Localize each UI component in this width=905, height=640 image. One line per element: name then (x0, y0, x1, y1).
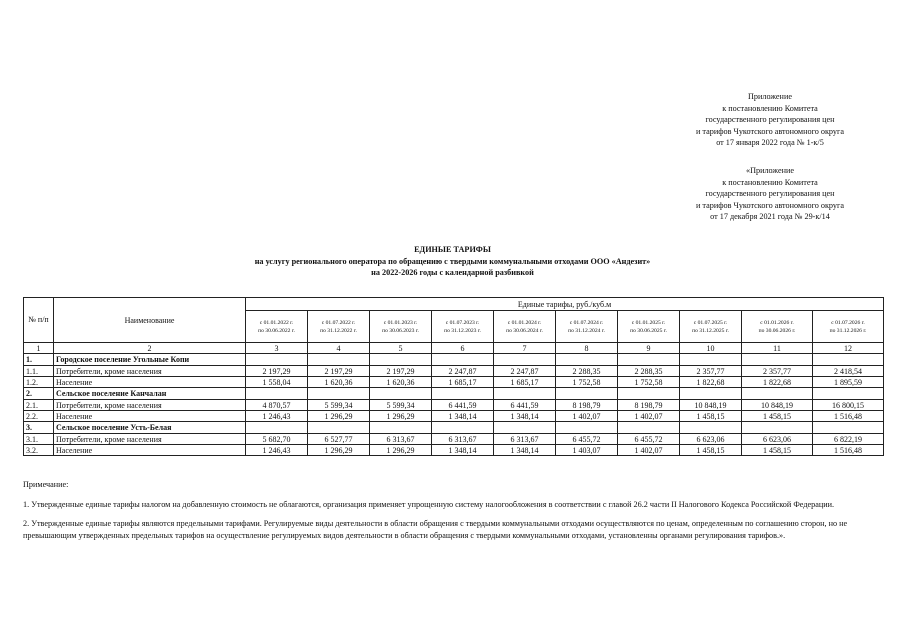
tariff-value: 1 822,68 (680, 377, 742, 388)
column-number: 3 (246, 343, 308, 354)
period-header (308, 311, 370, 343)
row-number: 2.2. (24, 411, 54, 422)
empty-cell (370, 422, 432, 434)
column-number: 7 (494, 343, 556, 354)
tariff-value: 5 599,34 (370, 400, 432, 411)
empty-cell (813, 354, 884, 366)
tariff-value: 6 441,59 (432, 400, 494, 411)
header-name: Наименование (54, 298, 246, 343)
column-number: 8 (556, 343, 618, 354)
appendix-line: Приложение (748, 92, 792, 101)
tariffs-table (23, 297, 884, 456)
tariff-value: 5 682,70 (246, 434, 308, 445)
row-number: 3.1. (24, 434, 54, 445)
section-name: Сельское поселение Усть-Белая (54, 422, 246, 434)
column-number: 5 (370, 343, 432, 354)
tariff-value: 1 246,43 (246, 445, 308, 456)
row-name: Потребители, кроме населения (54, 400, 246, 411)
tariff-value: 2 247,87 (494, 366, 556, 377)
period-from: с 01.07.2022 г. (321, 319, 356, 326)
period-to: по 30.06.2023 г. (382, 327, 419, 334)
tariff-value: 6 822,19 (813, 434, 884, 445)
appendix-line: к постановлению Комитета (722, 177, 818, 187)
appendix-line: от 17 декабря 2021 года № 29-к/14 (710, 212, 830, 221)
section-name: Сельское поселение Канчалан (54, 388, 246, 400)
appendix-line: «Приложение (745, 166, 795, 175)
period-from: с 01.01.2022 г. (259, 319, 294, 326)
period-header (813, 311, 884, 343)
empty-cell (246, 388, 308, 400)
tariff-value: 1 296,29 (370, 445, 432, 456)
row-number: 1.2. (24, 377, 54, 388)
appendix-line: и тарифов Чукотского автономного округа (695, 126, 845, 136)
tariff-value: 1 895,59 (813, 377, 884, 388)
document-title (0, 244, 905, 279)
table-row (24, 400, 884, 411)
empty-cell (742, 422, 813, 434)
title-line-2: на услугу регионального оператора по обращению с твердыми коммунальными отходами ООО «Андезит» (254, 256, 651, 266)
tariff-value: 1 246,43 (246, 411, 308, 422)
row-number: 3.2. (24, 445, 54, 456)
period-from: с 01.01.2023 г. (383, 319, 418, 326)
empty-cell (246, 422, 308, 434)
section-name: Городское поселение Угольные Копи (54, 354, 246, 366)
section-row (24, 422, 884, 434)
column-number: 12 (813, 343, 884, 354)
empty-cell (813, 388, 884, 400)
empty-cell (246, 354, 308, 366)
tariff-value: 2 357,77 (680, 366, 742, 377)
period-header (494, 311, 556, 343)
table-row (24, 445, 884, 456)
appendix-line: к постановлению Комитета (722, 103, 818, 113)
period-header (370, 311, 432, 343)
tariff-value: 2 247,87 (432, 366, 494, 377)
tariff-value: 1 403,07 (556, 445, 618, 456)
empty-cell (680, 422, 742, 434)
tariff-value: 1 620,36 (370, 377, 432, 388)
column-number: 6 (432, 343, 494, 354)
table-body (24, 343, 884, 456)
period-to: по 31.12.2025 г. (692, 327, 729, 334)
tariff-value: 2 197,29 (246, 366, 308, 377)
tariff-value: 1 685,17 (432, 377, 494, 388)
notes-heading: Примечание: (23, 480, 69, 489)
column-numbers-row (24, 343, 884, 354)
title-line-3: на 2022-2026 годы с календарной разбивкой (371, 268, 534, 277)
tariff-value: 10 848,19 (680, 400, 742, 411)
tariff-value: 2 418,54 (813, 366, 884, 377)
tariff-value: 1 458,15 (680, 411, 742, 422)
tariff-value: 6 623,06 (680, 434, 742, 445)
empty-cell (494, 354, 556, 366)
empty-cell (813, 422, 884, 434)
empty-cell (370, 354, 432, 366)
column-number: 10 (680, 343, 742, 354)
row-name: Потребители, кроме населения (54, 366, 246, 377)
tariff-value: 10 848,19 (742, 400, 813, 411)
appendix-line: и тарифов Чукотского автономного округа (695, 200, 845, 210)
empty-cell (556, 354, 618, 366)
tariff-value: 1 516,48 (813, 445, 884, 456)
period-from: с 01.01.2024 г. (507, 319, 542, 326)
table-row (24, 411, 884, 422)
tariff-value: 2 197,29 (308, 366, 370, 377)
column-number: 2 (54, 343, 246, 354)
period-from: с 01.07.2024 г. (569, 319, 604, 326)
tariff-value: 2 288,35 (618, 366, 680, 377)
section-number: 3. (24, 422, 54, 434)
empty-cell (680, 388, 742, 400)
tariff-value: 1 402,07 (618, 445, 680, 456)
tariff-value: 1 348,14 (432, 445, 494, 456)
period-from: с 01.07.2025 г. (693, 319, 728, 326)
period-from: с 01.01.2025 г. (631, 319, 666, 326)
tariff-value: 4 870,57 (246, 400, 308, 411)
appendix-line: от 17 января 2022 года № 1-к/5 (716, 138, 824, 147)
tariff-value: 1 752,58 (556, 377, 618, 388)
tariff-value: 1 620,36 (308, 377, 370, 388)
empty-cell (556, 388, 618, 400)
period-from: с 01.01.2026 г. (760, 319, 794, 326)
period-to: по 31.12.2022 г. (320, 327, 357, 334)
tariff-value: 1 685,17 (494, 377, 556, 388)
note-item: 2. Утвержденные единые тарифы являются предельными тарифами. Регулируемые виды деятельности в области обращения с твердыми коммунальными отходами осуществляются по ценам, определенным по соглашению сторон, но не превышающим утвержденных предельных тарифов на осуществление регулируемых видов деятельности в области обращения с твердыми коммунальными отходами, установленны органами регулирования тарифов.». (23, 519, 848, 540)
empty-cell (308, 354, 370, 366)
tariff-value: 1 458,15 (742, 445, 813, 456)
tariff-value: 1 458,15 (680, 445, 742, 456)
row-name: Потребители, кроме населения (54, 434, 246, 445)
tariff-value: 6 313,67 (432, 434, 494, 445)
empty-cell (742, 354, 813, 366)
tariff-value: 8 198,79 (556, 400, 618, 411)
period-to: по 31.12.2024 г. (568, 327, 605, 334)
column-number: 4 (308, 343, 370, 354)
empty-cell (432, 388, 494, 400)
empty-cell (618, 388, 680, 400)
row-name: Население (54, 377, 246, 388)
empty-cell (680, 354, 742, 366)
section-number: 1. (24, 354, 54, 366)
section-row (24, 388, 884, 400)
period-to: по 31.12.2023 г. (444, 327, 481, 334)
tariff-value: 1 348,14 (432, 411, 494, 422)
empty-cell (742, 388, 813, 400)
appendix-header-current (660, 91, 880, 149)
period-to: по 30.06.2026 г. (758, 327, 796, 334)
tariff-value: 1 402,07 (556, 411, 618, 422)
period-to: по 30.06.2025 г. (630, 327, 667, 334)
tariff-value: 1 348,14 (494, 411, 556, 422)
empty-cell (370, 388, 432, 400)
tariff-value: 6 313,67 (494, 434, 556, 445)
title-line-1: ЕДИНЫЕ ТАРИФЫ (414, 245, 491, 254)
tariff-value: 6 455,72 (556, 434, 618, 445)
period-to: по 30.06.2024 г. (506, 327, 543, 334)
header-tariff-group: Единые тарифы, руб./куб.м (246, 298, 884, 311)
tariff-value: 6 623,06 (742, 434, 813, 445)
tariff-value: 1 516,48 (813, 411, 884, 422)
tariff-value: 1 296,29 (370, 411, 432, 422)
period-to: по 30.06.2022 г. (258, 327, 295, 334)
appendix-header-previous (660, 165, 880, 223)
period-header (432, 311, 494, 343)
tariff-value: 8 198,79 (618, 400, 680, 411)
tariff-value: 2 197,29 (370, 366, 432, 377)
row-name: Население (54, 445, 246, 456)
appendix-line: государственного регулирования цен (705, 189, 835, 198)
empty-cell (618, 422, 680, 434)
empty-cell (494, 422, 556, 434)
empty-cell (556, 422, 618, 434)
column-number: 11 (742, 343, 813, 354)
tariff-value: 6 527,77 (308, 434, 370, 445)
tariff-value: 1 296,29 (308, 411, 370, 422)
period-header (742, 311, 813, 343)
tariff-value: 2 357,77 (742, 366, 813, 377)
section-row (24, 354, 884, 366)
row-number: 1.1. (24, 366, 54, 377)
period-header (556, 311, 618, 343)
section-number: 2. (24, 388, 54, 400)
tariff-value: 1 402,07 (618, 411, 680, 422)
tariff-value: 1 458,15 (742, 411, 813, 422)
table-row (24, 366, 884, 377)
row-name: Население (54, 411, 246, 422)
period-from: с 01.07.2023 г. (445, 319, 480, 326)
tariff-value: 1 348,14 (494, 445, 556, 456)
tariff-value: 1 296,29 (308, 445, 370, 456)
tariff-value: 6 313,67 (370, 434, 432, 445)
period-from: с 01.07.2026 г. (831, 319, 865, 326)
empty-cell (432, 354, 494, 366)
tariff-value: 1 752,58 (618, 377, 680, 388)
empty-cell (618, 354, 680, 366)
tariff-value: 6 455,72 (618, 434, 680, 445)
column-number: 9 (618, 343, 680, 354)
header-row-number: № п/п (24, 298, 54, 343)
appendix-line: государственного регулирования цен (705, 115, 835, 124)
table-row (24, 377, 884, 388)
period-header (680, 311, 742, 343)
empty-cell (494, 388, 556, 400)
empty-cell (308, 422, 370, 434)
tariff-value: 1 558,04 (246, 377, 308, 388)
tariff-value: 1 822,68 (742, 377, 813, 388)
note-item: 1. Утвержденные единые тарифы налогом на добавленную стоимость не облагаются, организация применяет упрощенную систему налогообложения в соответствии с главой 26.2 части II Налогового Кодекса Российской Федерации. (23, 499, 835, 509)
tariff-value: 5 599,34 (308, 400, 370, 411)
table-row (24, 434, 884, 445)
empty-cell (308, 388, 370, 400)
tariff-value: 2 288,35 (556, 366, 618, 377)
empty-cell (432, 422, 494, 434)
notes (23, 479, 883, 549)
tariff-value: 16 800,15 (813, 400, 884, 411)
period-header (246, 311, 308, 343)
period-header (618, 311, 680, 343)
row-number: 2.1. (24, 400, 54, 411)
column-number: 1 (24, 343, 54, 354)
tariff-value: 6 441,59 (494, 400, 556, 411)
period-to: по 31.12.2026 г. (829, 327, 867, 334)
